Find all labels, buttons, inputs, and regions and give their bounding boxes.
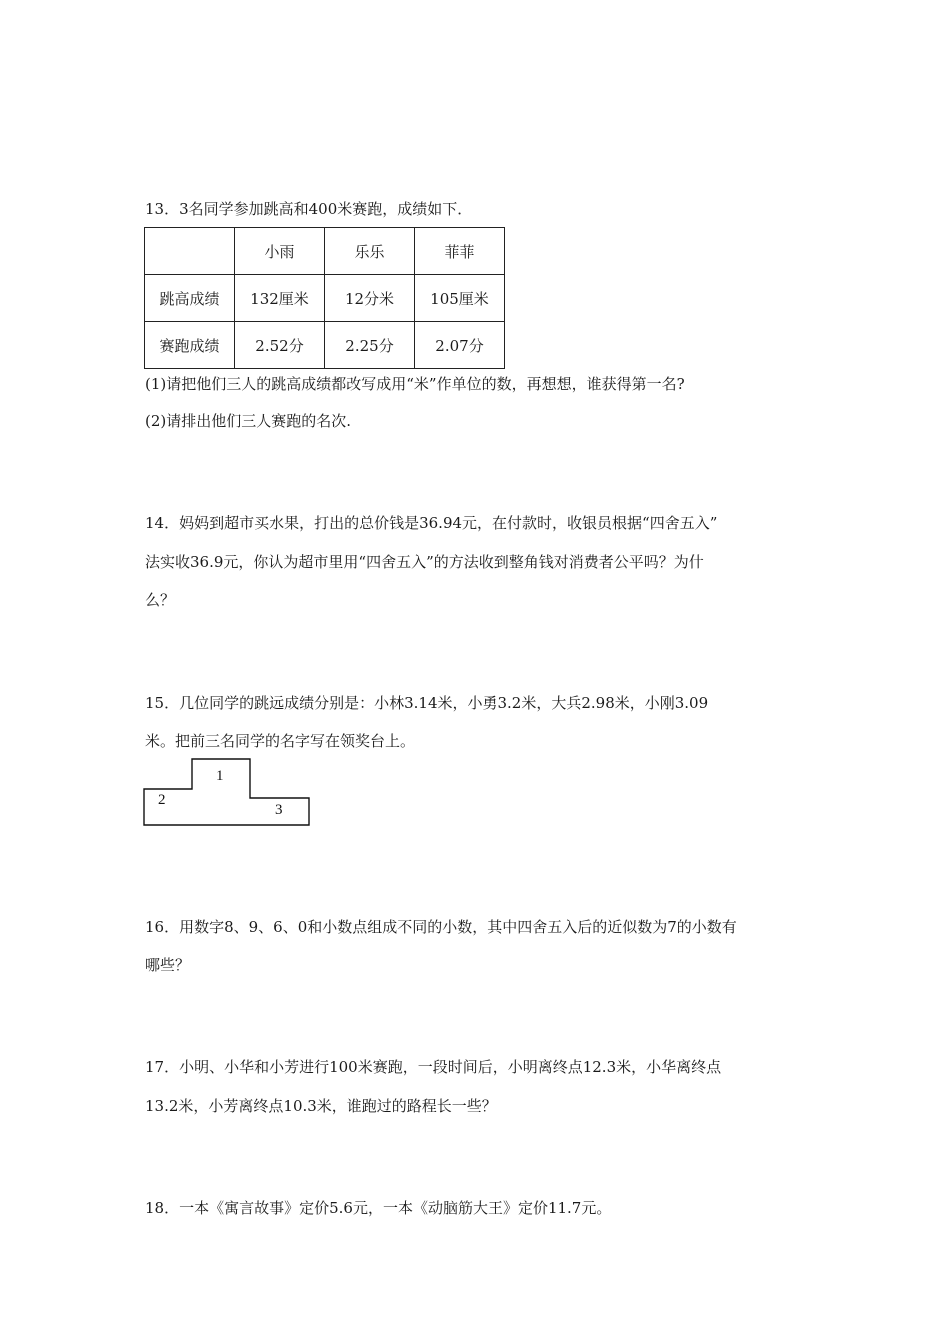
table-cell: 赛跑成绩	[145, 322, 235, 369]
q14-line2: 法实收36.9元，你认为超市里用“四舍五入”的方法收到整角钱对消费者公平吗？为什	[145, 553, 704, 571]
table-header-row	[145, 228, 505, 275]
table-header-cell: 小雨	[235, 228, 325, 275]
podium-third-label: 3	[275, 802, 283, 818]
table-row	[145, 275, 505, 322]
q13-sub1: (1)请把他们三人的跳高成绩都改写成用“米”作单位的数，再想想，谁获得第一名?	[145, 375, 685, 393]
q17-line1: 17．小明、小华和小芳进行100米赛跑，一段时间后，小明离终点12.3米，小华离终点	[145, 1058, 722, 1076]
q18-line1: 18．一本《寓言故事》定价5.6元，一本《动脑筋大王》定价11.7元。	[145, 1199, 612, 1217]
table-cell: 2.07分	[415, 322, 505, 369]
table-header-cell: 乐乐	[325, 228, 415, 275]
table-cell: 12分米	[325, 275, 415, 322]
podium-first-label: 1	[216, 768, 224, 784]
table-header-cell	[145, 228, 235, 275]
q14-line1: 14．妈妈到超市买水果，打出的总价钱是36.94元，在付款时，收银员根据“四舍五入”	[145, 514, 718, 532]
table-cell: 2.52分	[235, 322, 325, 369]
q15-line2: 米。把前三名同学的名字写在领奖台上。	[145, 732, 416, 750]
table-cell: 2.25分	[325, 322, 415, 369]
q16-line1: 16．用数字8、9、6、0和小数点组成不同的小数，其中四舍五入后的近似数为7的小数有	[145, 918, 737, 936]
q15-line1: 15．几位同学的跳远成绩分别是：小林3.14米，小勇3.2米，大兵2.98米，小刚3.09	[145, 694, 709, 712]
podium-diagram	[140, 756, 315, 831]
podium-outline	[144, 759, 309, 825]
table-cell: 132厘米	[235, 275, 325, 322]
table-header-cell: 菲菲	[415, 228, 505, 275]
score-table	[144, 227, 505, 369]
table-cell: 105厘米	[415, 275, 505, 322]
table-cell: 跳高成绩	[145, 275, 235, 322]
table-row	[145, 322, 505, 369]
podium-second-label: 2	[158, 792, 166, 808]
q16-line2: 哪些？	[145, 956, 191, 974]
q13-stem: 13．3名同学参加跳高和400米赛跑，成绩如下．	[145, 200, 473, 218]
q14-line3: 么？	[145, 591, 176, 609]
q17-line2: 13.2米，小芳离终点10.3米，谁跑过的路程长一些？	[145, 1097, 497, 1115]
q13-sub2: (2)请排出他们三人赛跑的名次.	[145, 412, 352, 430]
